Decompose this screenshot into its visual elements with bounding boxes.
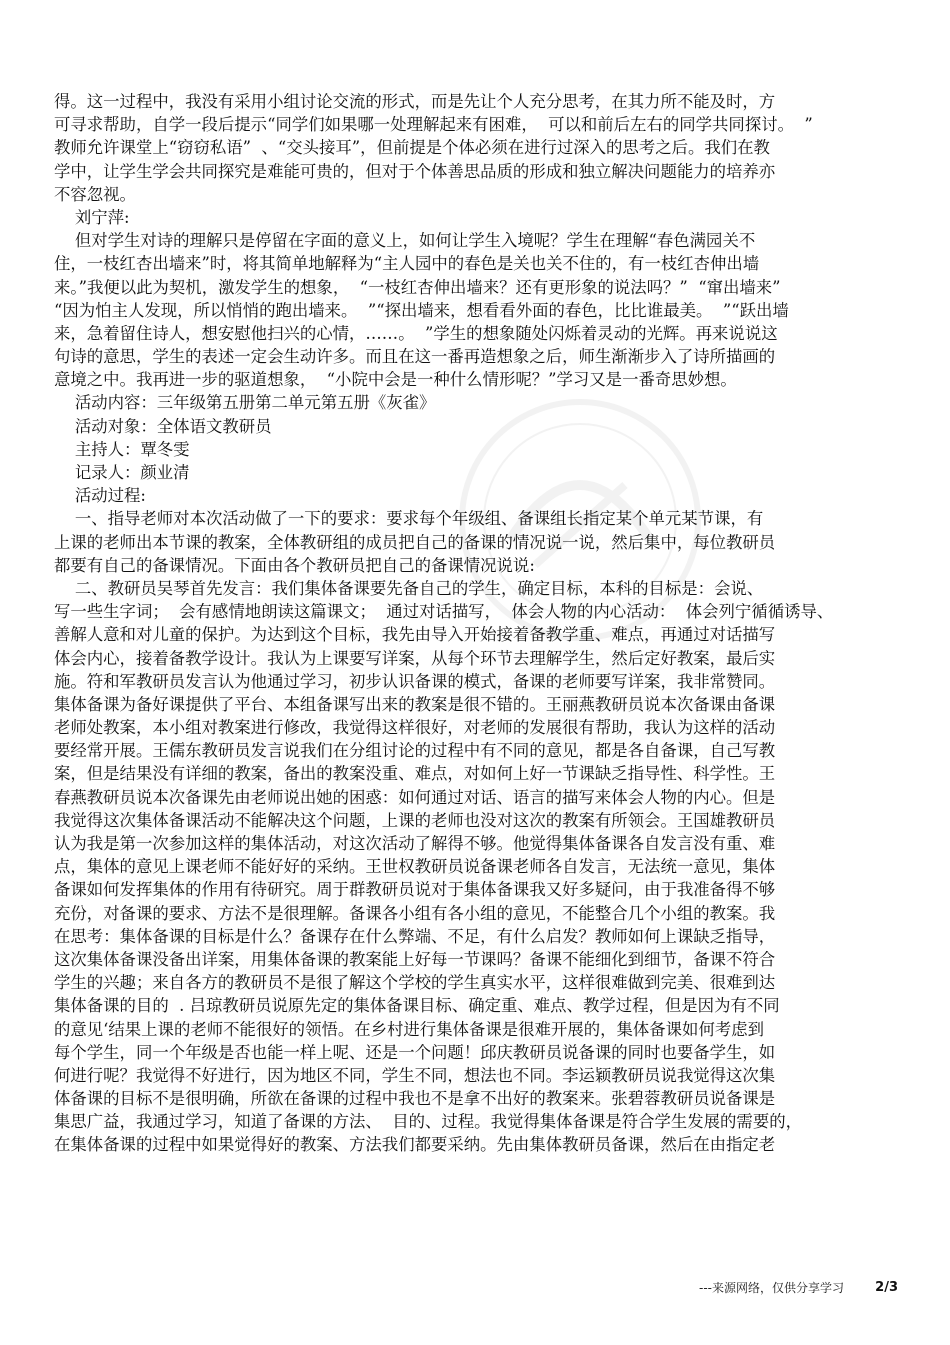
text-line: 活动过程: (54, 486, 146, 506)
text-line: 住，一枝红杏出墙来”时，将其简单地解释为“主人园中的春色是关也关不住的，有一枝红杏伸出墙 (54, 254, 760, 274)
text-line: 二、教研员吴琴首先发言：我们集体备课要先备自己的学生，确定目标，本科的目标是：会说、 (54, 578, 764, 598)
text-line: 的意见‘结果上课的老师不能很好的领悟。在乡村进行集体备课是很难开展的，集体备课如何考虑到 (54, 1019, 765, 1039)
document-body (54, 90, 900, 1157)
text-line: 教师允许课堂上“窃窃私语” 、“交头接耳”，但前提是个体必须在进行过深入的思考之后。我们在教 (54, 138, 770, 158)
text-line: 一、指导老师对本次活动做了一下的要求：要求每个年级组、备课组长指定某个单元某节课，有 (54, 509, 764, 529)
text-line: 点，集体的意见上课老师不能好好的采纳。王世权教研员说备课老师各自发言，无法统一意见，集体 (54, 857, 776, 877)
text-line: 施。符和军教研员发言认为他通过学习，初步认识备课的模式，备课的老师要写详案，我非常赞同。 (54, 671, 776, 691)
text-line: 体会内心，接着备教学设计。我认为上课要写详案，从每个环节去理解学生，然后定好教案，最后实 (54, 648, 776, 668)
text-line: 上课的老师出本节课的教案，全体教研组的成员把自己的备课的情况说一说，然后集中，每位教研员 (54, 532, 776, 552)
text-line: 在集体备课的过程中如果觉得好的教案、方法我们都要采纳。先由集体教研员备课，然后在由指定老 (54, 1135, 776, 1155)
text-line: 活动对象：全体语文教研员 (54, 416, 272, 436)
source-note: ---来源网络，仅供分享学习 (699, 1281, 844, 1295)
text-line: 记录人：颜业清 (54, 463, 190, 482)
text-line: 来，急着留住诗人，想安慰他扫兴的心情，……。 ”学生的想象随处闪烁着灵动的光辉。再来说说这 (54, 323, 778, 343)
text-line: 刘宁萍: (54, 207, 130, 227)
text-line: 都要有自己的备课情况。下面由各个教研员把自己的备课情况说说: (54, 555, 535, 575)
text-line: 老师处教案，本小组对教案进行修改，我觉得这样很好，对老师的发展很有帮助，我认为这样的活动 (54, 718, 776, 738)
text-line: 句诗的意思，学生的表述一定会生动许多。而且在这一番再造想象之后，师生渐渐步入了诗所描画的 (54, 347, 776, 367)
text-line: 不容忽视。 (54, 184, 136, 204)
text-line: 来。”我便以此为契机，激发学生的想象， “一枝红杏伸出墙来？还有更形象的说法吗？” “窜出墙来” (54, 277, 781, 297)
text-line: 得。这一过程中，我没有采用小组讨论交流的形式，而是先让个人充分思考，在其力所不能及时，方 (54, 92, 776, 111)
text-line: 这次集体备课没备出详案，用集体备课的教案能上好每一节课吗？备课不能细化到细节，备课不符合 (54, 949, 776, 969)
text-line: 写一些生字词； 会有感情地朗读这篇课文； 通过对话描写， 体会人物的内心活动： 体会列宁循循诱导、 (54, 602, 834, 622)
text-line: 春燕教研员说本次备课先由老师说出她的困惑：如何通过对话、语言的描写来体会人物的内心。但是 (54, 787, 776, 807)
text-line: 但对学生对诗的理解只是停留在字面的意义上，如何让学生入境呢？学生在理解“春色满园关不 (54, 231, 756, 251)
text-line: 集思广益，我通过学习，知道了备课的方法、 目的、过程。我觉得集体备课是符合学生发展的需要的， (54, 1112, 802, 1132)
text-line: 集体备课的目的 . 吕琼教研员说原先定的集体备课目标、确定重、难点、教学过程，但是因为有不同 (54, 996, 780, 1016)
text-line: 每个学生，同一个年级是否也能一样上呢、还是一个问题！邱庆教研员说备课的同时也要备学生，如 (54, 1042, 776, 1062)
text-line: 集体备课为备好课提供了平台、本组备课写出来的教案是很不错的。王丽燕教研员说本次备课由备课 (54, 694, 776, 714)
text-line: 认为我是第一次参加这样的集体活动，对这次活动了解得不够。他觉得集体备课各自发言没有重、难 (54, 834, 776, 853)
page-footer (0, 1278, 950, 1298)
text-line: 善解人意和对儿童的保护。为达到这个目标，我先由导入开始接着备教学重、难点，再通过对话描写 (54, 625, 776, 645)
text-line: “因为怕主人发现，所以悄悄的跑出墙来。 ”“探出墙来，想看看外面的春色，比比谁最美。 ”“跃出墙 (54, 300, 789, 320)
text-line: 主持人：覃冬雯 (54, 439, 190, 459)
text-line: 我觉得这次集体备课活动不能解决这个问题，上课的老师也没对这次的教案有所领会。王国雄教研员 (54, 810, 776, 830)
text-line: 学生的兴趣；来自各方的教研员不是很了解这个学校的学生真实水平，这样很难做到完美、很难到达 (54, 973, 776, 993)
text-line: 案，但是结果没有详细的教案，备出的教案没重、难点，对如何上好一节课缺乏指导性、科学性。王 (54, 764, 776, 784)
text-line: 充份，对备课的要求、方法不是很理解。备课各小组有各小组的意见，不能整合几个小组的教案。我 (54, 903, 776, 923)
text-line: 何进行呢？我觉得不好进行，因为地区不同，学生不同，想法也不同。李运颖教研员说我觉得这次集 (54, 1065, 776, 1085)
text-line: 备课如何发挥集体的作用有待研究。周于群教研员说对于集体备课我又好多疑问，由于我准备得不够 (54, 880, 776, 900)
page-number: 2/3 (875, 1280, 898, 1295)
text-line: 可寻求帮助，自学一段后提示“同学们如果哪一处理解起来有困难， 可以和前后左右的同学共同探讨。 ” (54, 115, 813, 135)
text-line: 意境之中。我再进一步的驱道想象， “小院中会是一种什么情形呢？”学习又是一番奇思妙想。 (54, 370, 737, 390)
text-line: 要经常开展。王儒东教研员发言说我们在分组讨论的过程中有不同的意见，都是各自备课，自己写教 (54, 741, 776, 761)
text-line: 学中，让学生学会共同探究是难能可贵的，但对于个体善思品质的形成和独立解决问题能力的培养亦 (54, 161, 776, 181)
text-line: 活动内容：三年级第五册第二单元第五册《灰雀》 (54, 393, 436, 413)
text-line: 体备课的目标不是很明确，所欲在备课的过程中我也不是拿不出好的教案来。张碧蓉教研员说备课是 (54, 1089, 776, 1109)
text-line: 在思考：集体备课的目标是什么？备课存在什么弊端、不足，有什么启发？教师如何上课缺乏指导， (54, 926, 776, 946)
